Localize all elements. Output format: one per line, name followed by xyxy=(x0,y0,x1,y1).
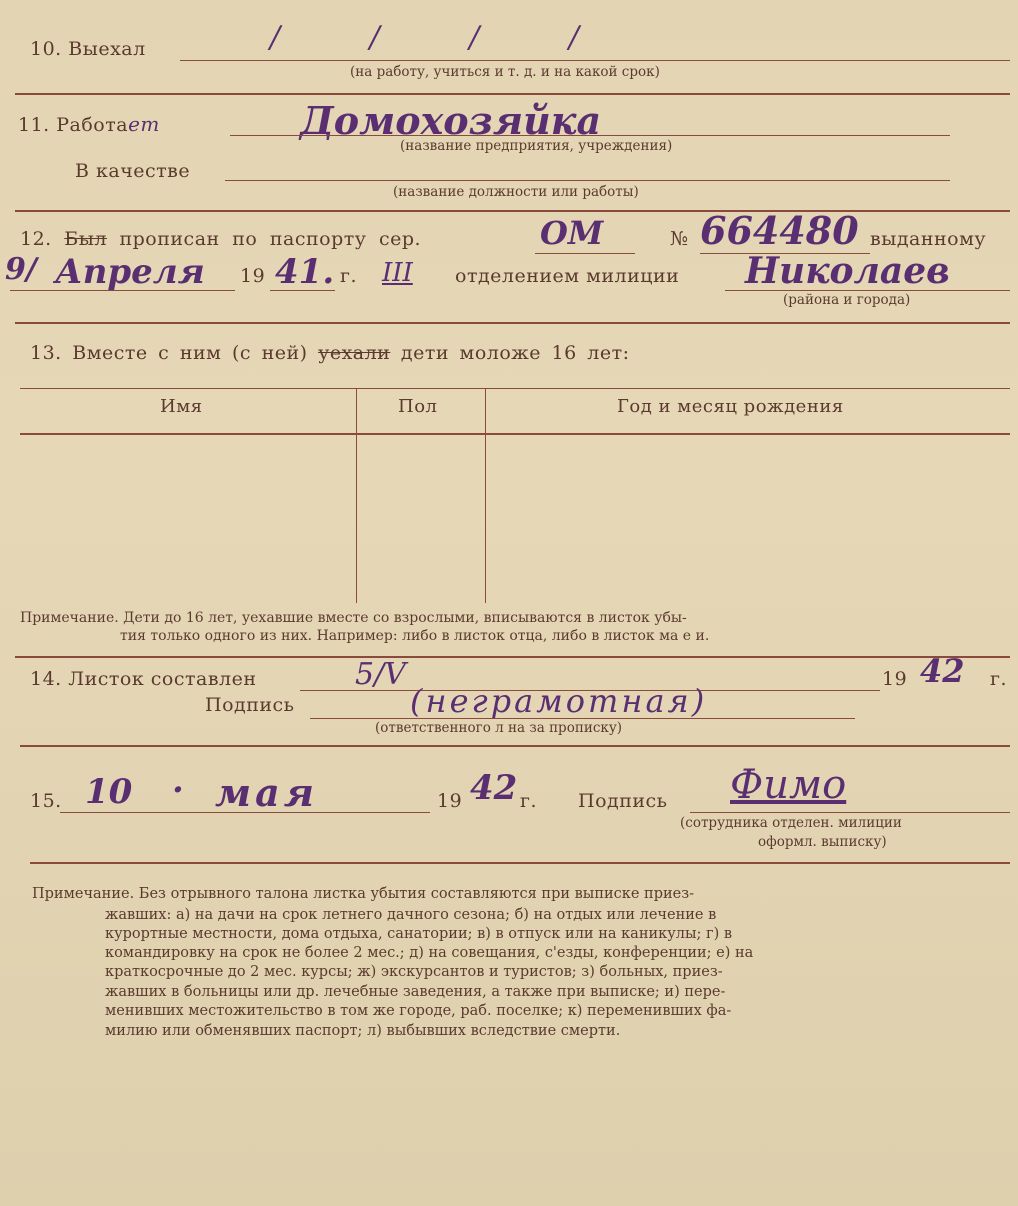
sec13-label-b: дети моложе 16 лет: xyxy=(400,342,630,364)
sec12-date-line xyxy=(10,290,235,291)
sec15-sig-line xyxy=(690,812,1010,813)
note2-line8: милию или обменявших паспорт; л) выбывших вследствие смерти. xyxy=(105,1023,621,1039)
sec12-dept-label: отделением милиции xyxy=(455,265,680,287)
sec11-label-suffix: ет xyxy=(128,112,160,136)
sec11-label2: В качестве xyxy=(75,160,191,182)
sec12-year: 41. xyxy=(275,252,335,292)
sec14-19: 19 xyxy=(882,668,908,690)
sec14-label: 14. Листок составлен xyxy=(30,668,257,690)
divider-13-14 xyxy=(15,656,1010,658)
col-born-header: Год и месяц рождения xyxy=(617,396,844,417)
note2-line6: жавших в больницы или др. лечебные заведения, а также при выписке; и) пере- xyxy=(105,984,726,1000)
sec14-year: 42 xyxy=(920,652,965,690)
note2-line1: Примечание. Без отрывного талона листка убытия составляются при выписке приез- xyxy=(32,886,695,902)
sec12-struck: Был xyxy=(64,228,107,250)
sec11-line xyxy=(230,135,950,136)
col-sex-header: Пол xyxy=(398,396,438,417)
note2-line4: командировку на срок не более 2 мес.; д) на совещания, с'езды, конференции; е) на xyxy=(105,945,754,961)
sec12-dept: III xyxy=(382,258,413,288)
note2-line5: краткосрочные до 2 мес. курсы; ж) экскурсантов и туристов; з) больных, приез- xyxy=(105,964,723,980)
sec12-line1 xyxy=(20,228,421,250)
sec10-line xyxy=(180,60,1010,61)
sec15-month: мая xyxy=(215,770,318,815)
sec12-no: № xyxy=(670,228,689,250)
sec12-g: г. xyxy=(340,265,357,287)
sec11-note1: (название предприятия, учреждения) xyxy=(400,138,673,154)
sec12-number: 664480 xyxy=(700,208,859,253)
table-col-divider-1 xyxy=(356,388,357,603)
sec15-g: г. xyxy=(520,790,537,812)
note1-line2: тия только одного из них. Например: либо в листок отца, либо в листок ма е и. xyxy=(120,628,710,644)
sec15-dot: · xyxy=(172,770,184,810)
note2-line2: жавших: а) на дачи на срок летнего дачного сезона; б) на отдых или лечение в xyxy=(105,907,717,923)
table-top-line xyxy=(20,388,1010,389)
sec15-day: 10 xyxy=(85,772,133,812)
table-header-line xyxy=(20,433,1010,435)
sec11-label xyxy=(18,112,160,136)
sec12-date-month: Апреля xyxy=(55,252,205,292)
sec11-note2: (название должности или работы) xyxy=(393,184,639,200)
sec14-sig-line xyxy=(310,718,855,719)
sec13-label-a: 13. Вместе с ним (с ней) xyxy=(30,342,308,364)
sec12-city: Николаев xyxy=(745,250,950,292)
sec12-year-line xyxy=(270,290,335,291)
sec15-signature: Фимо xyxy=(730,762,847,808)
sec13-struck: уехали xyxy=(318,342,391,364)
note2-line7: менивших местожительство в том же городе, раб. поселке; к) переменивших фа- xyxy=(105,1003,732,1019)
sec11-label-text: 11. Работа xyxy=(18,114,129,136)
col-name-header: Имя xyxy=(160,396,203,417)
sec12-num: 12. xyxy=(20,228,52,250)
divider-12-13 xyxy=(15,322,1010,324)
sec15-year: 42 xyxy=(470,768,518,808)
sec12-note: (района и города) xyxy=(783,292,911,308)
sec14-sig-label: Подпись xyxy=(205,694,295,716)
sec13-line xyxy=(30,342,629,364)
note1-line1: Примечание. Дети до 16 лет, уехавшие вместе со взрослыми, вписываются в листок убы- xyxy=(20,610,687,626)
sec15-sig-label: Подпись xyxy=(578,790,668,812)
divider-15-note xyxy=(30,862,1010,864)
sec12-issued: выданному xyxy=(870,228,987,250)
sec12-city-line xyxy=(725,290,1010,291)
sec14-date: 5/V xyxy=(355,657,406,692)
sec10-note: (на работу, учиться и т. д. и на какой срок) xyxy=(350,64,660,80)
sec11-line2 xyxy=(225,180,950,181)
divider-11-12 xyxy=(15,210,1010,212)
sec14-sig-value: (неграмотная) xyxy=(410,682,708,720)
sec12-series: ОМ xyxy=(540,214,604,252)
sec12-series-line xyxy=(535,253,635,254)
sec15-19: 19 xyxy=(437,790,463,812)
sec10-value: / / / / xyxy=(270,20,620,55)
divider-14-15 xyxy=(20,745,1010,747)
table-col-divider-2 xyxy=(485,388,486,603)
sec14-note: (ответственного л на за прописку) xyxy=(375,720,623,736)
sec11-value: Домохозяйка xyxy=(300,98,602,143)
sec15-line xyxy=(60,812,430,813)
sec15-label: 15. xyxy=(30,790,62,812)
sec14-g: г. xyxy=(990,668,1007,690)
sec15-note1: (сотрудника отделен. милиции xyxy=(680,815,902,831)
note2-line3: курортные местности, дома отдыха, санатории; в) в отпуск или на каникулы; г) в xyxy=(105,926,733,942)
sec15-note2: оформл. выписку) xyxy=(758,834,887,850)
sec12-date-day: 9/ xyxy=(5,252,37,287)
sec12-19: 19 xyxy=(240,265,266,287)
sec12-label-a: прописан по паспорту сер. xyxy=(119,228,422,250)
divider-10-11 xyxy=(15,93,1010,95)
sec10-label: 10. Выехал xyxy=(30,38,146,60)
